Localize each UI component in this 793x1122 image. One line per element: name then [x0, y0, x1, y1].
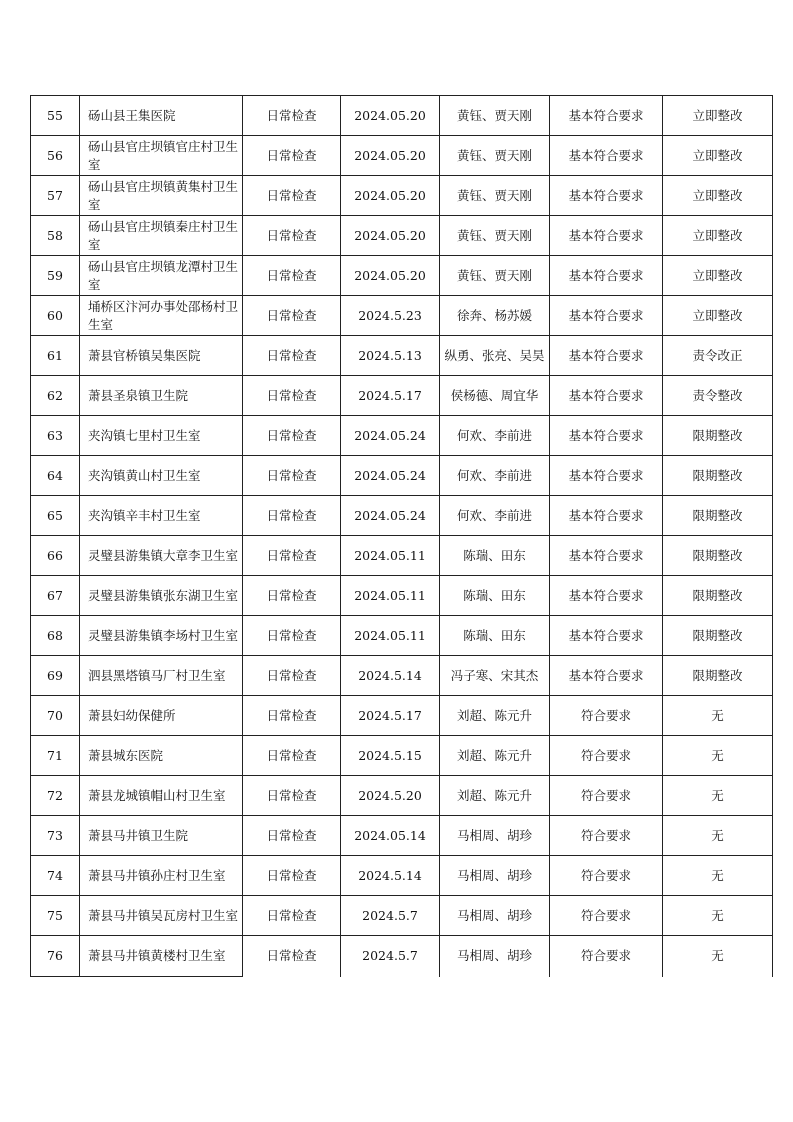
handling-measure: 无	[663, 816, 773, 856]
handling-measure: 立即整改	[663, 176, 773, 216]
inspection-result: 基本符合要求	[550, 656, 663, 696]
institution-name: 灵璧县游集镇大章李卫生室	[80, 536, 243, 576]
inspection-type: 日常检查	[243, 216, 341, 256]
inspection-result: 基本符合要求	[550, 616, 663, 656]
inspection-date: 2024.05.11	[341, 576, 440, 616]
table-row	[31, 376, 773, 416]
inspection-type: 日常检查	[243, 456, 341, 496]
handling-measure: 立即整改	[663, 256, 773, 296]
row-number: 60	[31, 296, 80, 336]
table-row	[31, 336, 773, 376]
inspection-type: 日常检查	[243, 696, 341, 736]
row-number: 67	[31, 576, 80, 616]
inspectors: 黄钰、贾天刚	[440, 216, 550, 256]
row-number: 55	[31, 96, 80, 136]
inspection-type: 日常检查	[243, 496, 341, 536]
handling-measure: 责令改正	[663, 336, 773, 376]
inspection-date: 2024.05.20	[341, 256, 440, 296]
table-row	[31, 736, 773, 776]
inspectors: 黄钰、贾天刚	[440, 136, 550, 176]
inspection-date: 2024.05.20	[341, 96, 440, 136]
handling-measure: 无	[663, 896, 773, 936]
inspection-date: 2024.05.20	[341, 136, 440, 176]
inspection-type: 日常检查	[243, 776, 341, 816]
table-row	[31, 256, 773, 296]
inspection-type: 日常检查	[243, 656, 341, 696]
inspection-type: 日常检查	[243, 256, 341, 296]
inspectors: 陈瑞、田东	[440, 536, 550, 576]
table-row	[31, 496, 773, 536]
inspection-table	[30, 95, 773, 977]
inspection-result: 基本符合要求	[550, 216, 663, 256]
row-number: 66	[31, 536, 80, 576]
inspectors: 马相周、胡珍	[440, 856, 550, 896]
table-row	[31, 936, 773, 977]
inspection-type: 日常检查	[243, 296, 341, 336]
inspection-date: 2024.05.20	[341, 216, 440, 256]
inspectors: 黄钰、贾天刚	[440, 176, 550, 216]
handling-measure: 责令整改	[663, 376, 773, 416]
inspectors: 黄钰、贾天刚	[440, 96, 550, 136]
handling-measure: 立即整改	[663, 216, 773, 256]
institution-name: 砀山县官庄坝镇秦庄村卫生室	[80, 216, 243, 256]
inspectors: 刘超、陈元升	[440, 736, 550, 776]
table-row	[31, 296, 773, 336]
inspectors: 冯子寒、宋其杰	[440, 656, 550, 696]
inspection-date: 2024.5.7	[341, 896, 440, 936]
row-number: 63	[31, 416, 80, 456]
inspection-result: 基本符合要求	[550, 96, 663, 136]
inspection-date: 2024.5.20	[341, 776, 440, 816]
inspection-date: 2024.05.20	[341, 176, 440, 216]
table-body	[31, 96, 773, 977]
institution-name: 灵璧县游集镇张东湖卫生室	[80, 576, 243, 616]
inspection-result: 基本符合要求	[550, 416, 663, 456]
inspectors: 侯杨德、周宜华	[440, 376, 550, 416]
inspectors: 刘超、陈元升	[440, 776, 550, 816]
table-row	[31, 536, 773, 576]
row-number: 68	[31, 616, 80, 656]
institution-name: 萧县龙城镇帽山村卫生室	[80, 776, 243, 816]
institution-name: 萧县城东医院	[80, 736, 243, 776]
inspection-result: 基本符合要求	[550, 336, 663, 376]
inspection-date: 2024.5.15	[341, 736, 440, 776]
inspectors: 马相周、胡珍	[440, 896, 550, 936]
inspection-type: 日常检查	[243, 576, 341, 616]
institution-name: 萧县圣泉镇卫生院	[80, 376, 243, 416]
institution-name: 夹沟镇黄山村卫生室	[80, 456, 243, 496]
table-row	[31, 176, 773, 216]
table-row	[31, 856, 773, 896]
table-row	[31, 136, 773, 176]
inspection-result: 基本符合要求	[550, 296, 663, 336]
inspection-result: 符合要求	[550, 816, 663, 856]
inspectors: 陈瑞、田东	[440, 576, 550, 616]
handling-measure: 立即整改	[663, 136, 773, 176]
institution-name: 萧县官桥镇吴集医院	[80, 336, 243, 376]
inspection-date: 2024.5.14	[341, 856, 440, 896]
inspection-type: 日常检查	[243, 816, 341, 856]
row-number: 65	[31, 496, 80, 536]
row-number: 69	[31, 656, 80, 696]
inspection-date: 2024.05.24	[341, 416, 440, 456]
institution-name: 萧县马井镇黄楼村卫生室	[80, 936, 243, 977]
institution-name: 埇桥区汴河办事处邵杨村卫生室	[80, 296, 243, 336]
inspectors: 黄钰、贾天刚	[440, 256, 550, 296]
inspection-date: 2024.05.24	[341, 496, 440, 536]
inspection-type: 日常检查	[243, 416, 341, 456]
row-number: 76	[31, 936, 80, 977]
inspection-result: 符合要求	[550, 856, 663, 896]
inspectors: 纵勇、张亮、吴昊	[440, 336, 550, 376]
inspection-result: 符合要求	[550, 896, 663, 936]
handling-measure: 限期整改	[663, 656, 773, 696]
document-page	[30, 95, 772, 977]
inspection-result: 符合要求	[550, 776, 663, 816]
inspection-date: 2024.5.14	[341, 656, 440, 696]
table-row	[31, 896, 773, 936]
institution-name: 夹沟镇辛丰村卫生室	[80, 496, 243, 536]
row-number: 70	[31, 696, 80, 736]
inspection-type: 日常检查	[243, 536, 341, 576]
inspectors: 何欢、李前进	[440, 456, 550, 496]
handling-measure: 立即整改	[663, 96, 773, 136]
inspectors: 刘超、陈元升	[440, 696, 550, 736]
inspection-type: 日常检查	[243, 616, 341, 656]
inspection-result: 基本符合要求	[550, 136, 663, 176]
row-number: 71	[31, 736, 80, 776]
row-number: 59	[31, 256, 80, 296]
inspection-result: 基本符合要求	[550, 376, 663, 416]
table-row	[31, 696, 773, 736]
row-number: 75	[31, 896, 80, 936]
inspection-result: 基本符合要求	[550, 496, 663, 536]
table-row	[31, 456, 773, 496]
handling-measure: 限期整改	[663, 536, 773, 576]
inspection-type: 日常检查	[243, 376, 341, 416]
inspection-type: 日常检查	[243, 896, 341, 936]
table-row	[31, 96, 773, 136]
handling-measure: 无	[663, 696, 773, 736]
row-number: 61	[31, 336, 80, 376]
table-row	[31, 816, 773, 856]
inspection-date: 2024.5.13	[341, 336, 440, 376]
inspectors: 陈瑞、田东	[440, 616, 550, 656]
institution-name: 砀山县官庄坝镇龙潭村卫生室	[80, 256, 243, 296]
inspection-type: 日常检查	[243, 736, 341, 776]
inspection-date: 2024.05.11	[341, 536, 440, 576]
inspection-result: 基本符合要求	[550, 576, 663, 616]
inspection-date: 2024.5.23	[341, 296, 440, 336]
handling-measure: 限期整改	[663, 576, 773, 616]
institution-name: 灵璧县游集镇李场村卫生室	[80, 616, 243, 656]
inspection-result: 基本符合要求	[550, 536, 663, 576]
institution-name: 泗县黑塔镇马厂村卫生室	[80, 656, 243, 696]
row-number: 73	[31, 816, 80, 856]
inspectors: 何欢、李前进	[440, 416, 550, 456]
inspection-date: 2024.05.11	[341, 616, 440, 656]
inspection-result: 基本符合要求	[550, 256, 663, 296]
handling-measure: 无	[663, 736, 773, 776]
inspection-result: 符合要求	[550, 936, 663, 977]
institution-name: 砀山县王集医院	[80, 96, 243, 136]
table-row	[31, 656, 773, 696]
row-number: 72	[31, 776, 80, 816]
inspection-date: 2024.05.24	[341, 456, 440, 496]
inspectors: 马相周、胡珍	[440, 816, 550, 856]
table-row	[31, 576, 773, 616]
inspection-date: 2024.5.7	[341, 936, 440, 977]
inspection-result: 符合要求	[550, 736, 663, 776]
handling-measure: 限期整改	[663, 616, 773, 656]
handling-measure: 无	[663, 936, 773, 977]
table-row	[31, 776, 773, 816]
institution-name: 夹沟镇七里村卫生室	[80, 416, 243, 456]
inspectors: 徐奔、杨苏媛	[440, 296, 550, 336]
institution-name: 萧县马井镇吴瓦房村卫生室	[80, 896, 243, 936]
institution-name: 砀山县官庄坝镇黄集村卫生室	[80, 176, 243, 216]
table-row	[31, 616, 773, 656]
inspection-type: 日常检查	[243, 856, 341, 896]
inspection-date: 2024.5.17	[341, 696, 440, 736]
inspection-type: 日常检查	[243, 336, 341, 376]
table-row	[31, 216, 773, 256]
handling-measure: 限期整改	[663, 496, 773, 536]
institution-name: 萧县妇幼保健所	[80, 696, 243, 736]
handling-measure: 立即整改	[663, 296, 773, 336]
handling-measure: 限期整改	[663, 416, 773, 456]
row-number: 57	[31, 176, 80, 216]
inspection-result: 基本符合要求	[550, 176, 663, 216]
inspection-type: 日常检查	[243, 936, 341, 977]
row-number: 56	[31, 136, 80, 176]
institution-name: 萧县马井镇卫生院	[80, 816, 243, 856]
inspection-type: 日常检查	[243, 96, 341, 136]
row-number: 62	[31, 376, 80, 416]
institution-name: 萧县马井镇孙庄村卫生室	[80, 856, 243, 896]
row-number: 58	[31, 216, 80, 256]
inspectors: 马相周、胡珍	[440, 936, 550, 977]
inspection-date: 2024.05.14	[341, 816, 440, 856]
inspection-result: 基本符合要求	[550, 456, 663, 496]
inspection-type: 日常检查	[243, 176, 341, 216]
handling-measure: 无	[663, 856, 773, 896]
institution-name: 砀山县官庄坝镇官庄村卫生室	[80, 136, 243, 176]
inspection-type: 日常检查	[243, 136, 341, 176]
row-number: 64	[31, 456, 80, 496]
row-number: 74	[31, 856, 80, 896]
inspectors: 何欢、李前进	[440, 496, 550, 536]
handling-measure: 限期整改	[663, 456, 773, 496]
inspection-date: 2024.5.17	[341, 376, 440, 416]
table-row	[31, 416, 773, 456]
handling-measure: 无	[663, 776, 773, 816]
inspection-result: 符合要求	[550, 696, 663, 736]
